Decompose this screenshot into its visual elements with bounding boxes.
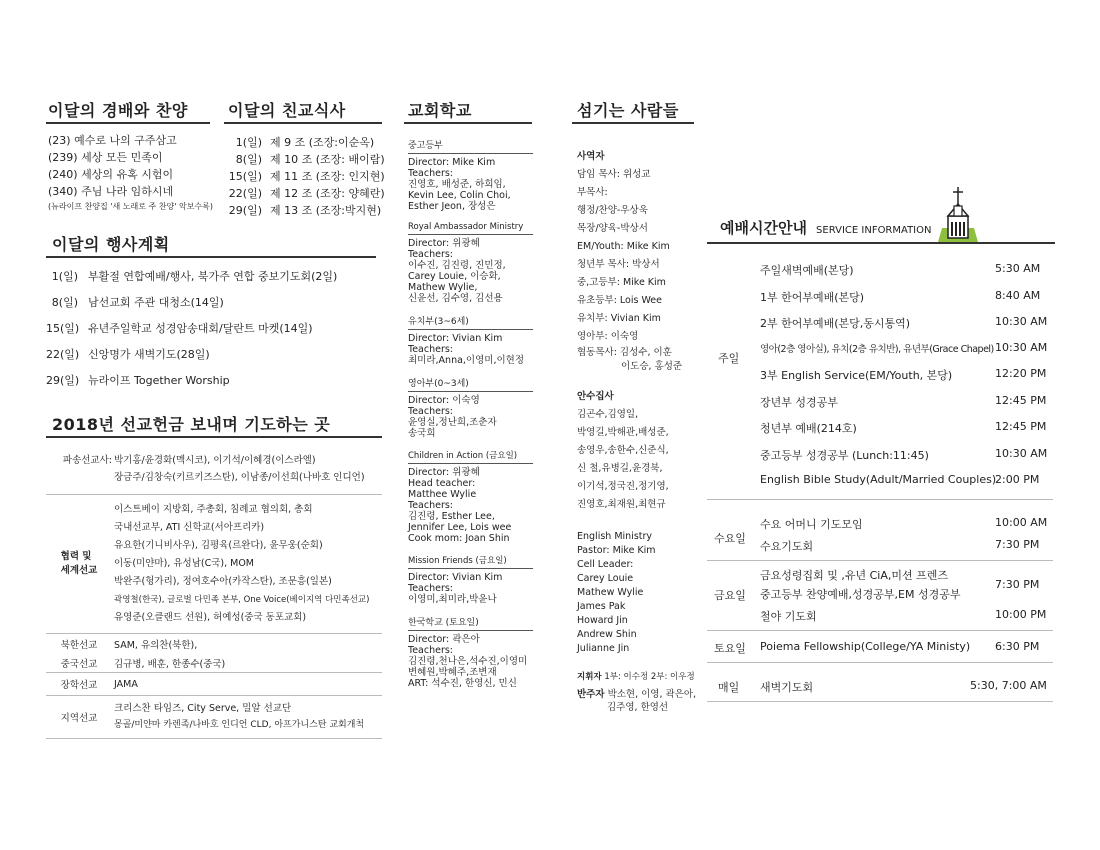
mission-label: 지역선교	[60, 713, 98, 724]
section-line: Teachers:	[408, 645, 453, 656]
em-line: Howard Jin	[577, 615, 628, 626]
mission-line: 박기홍/윤경화(멕시코), 이기석/이혜경(이스라엘)	[114, 455, 316, 466]
divider	[46, 256, 376, 258]
section-head: 유치부(3~6세)	[408, 314, 533, 330]
section-line: Director: 이숙영	[408, 395, 480, 406]
event-text: 남선교회 주관 대청소(14일)	[88, 296, 224, 309]
service-time: 10:00 AM	[995, 516, 1048, 529]
staff-line: 유치부: Vivian Kim	[577, 313, 661, 324]
divider	[707, 662, 1053, 663]
staff-line: 유초등부: Lois Wee	[577, 295, 663, 306]
school-section	[408, 138, 533, 212]
hymn-item: (23) 예수로 나의 구주삼고	[48, 134, 177, 147]
event-text: 뉴라이프 Together Worship	[88, 374, 230, 387]
school-section	[408, 314, 533, 366]
school-section	[408, 449, 533, 544]
service-time: 12:45 PM	[995, 420, 1047, 433]
section-line: Director: 위광혜	[408, 467, 480, 478]
hymns-title: 이달의 경배와 찬양	[48, 101, 188, 120]
service-name: 청년부 예배(214호)	[760, 422, 857, 435]
service-time: 12:45 PM	[995, 394, 1047, 407]
fellowship-group: 제 12 조 (조장: 양혜란)	[270, 187, 385, 200]
day-label: 토요일	[714, 642, 746, 655]
em-line: Pastor: Mike Kim	[577, 545, 656, 556]
event-text: 부활절 연합예배/행사, 북가주 연합 중보기도회(2일)	[88, 270, 338, 283]
deacons-head: 안수집사	[577, 391, 614, 402]
section-line: 윤영실,정난희,조춘자	[408, 417, 497, 428]
mission-line: 장금주/김창숙(키르키즈스탄), 이남종/이선희(나바호 인디언)	[114, 472, 365, 483]
section-head: Children in Action (금요일)	[408, 449, 533, 464]
divider	[46, 738, 382, 739]
staff-line: 이도승, 홍성준	[621, 361, 683, 372]
section-line: Matthee Wylie	[408, 489, 477, 500]
section-line: Carey Louie, 이승화,	[408, 271, 501, 282]
deacon-line: 송영우,송한수,신준식,	[577, 445, 669, 456]
fellowship-title: 이달의 친교식사	[228, 101, 346, 120]
service-title-en: SERVICE INFORMATION	[816, 225, 932, 236]
missions-table	[46, 452, 382, 739]
service-name: 중고등부 성경공부 (Lunch:11:45)	[760, 449, 929, 462]
mission-line: 국내선교부, ATI 신학교(서아프리카)	[114, 522, 265, 533]
deacon-line: 김곤수,김영일,	[577, 409, 639, 420]
fellowship-group: 제 13 조 (조장:박지현)	[270, 204, 382, 217]
divider	[707, 242, 1055, 244]
conductor-value: 1부: 이수정 2부: 이우정	[604, 672, 695, 682]
service-name: 3부 English Service(EM/Youth, 본당)	[760, 369, 953, 382]
section-head: 중고등부	[408, 138, 533, 154]
mission-line: JAMA	[114, 678, 138, 690]
divider	[707, 701, 1053, 702]
section-head: Royal Ambassador Ministry	[408, 222, 533, 235]
service-name: 수요 어머니 기도모임	[760, 518, 863, 531]
section-line: 신윤선, 김수영, 김선용	[408, 293, 503, 304]
service-time: 2:00 PM	[995, 473, 1040, 486]
mission-label: 장학선교	[60, 680, 98, 691]
service-time: 8:40 AM	[995, 289, 1041, 302]
service-name: 철야 기도회	[760, 610, 817, 623]
service-name: 금요성령집회 및 ,유년 CiA,미션 프렌즈	[760, 569, 949, 582]
mission-line: 이스트베이 지방회, 주총회, 침례교 협의회, 총회	[114, 504, 313, 515]
service-time: 10:30 AM	[995, 447, 1048, 460]
staff-line: 행정/찬양-우상욱	[577, 205, 648, 216]
service-time: 10:30 AM	[995, 315, 1048, 328]
service-name: 중고등부 찬양예배,성경공부,EM 성경공부	[760, 588, 961, 601]
section-line: Teachers:	[408, 500, 453, 511]
event-date: 1(일)	[51, 270, 78, 283]
service-title: 예배시간안내	[720, 219, 807, 237]
conductor-label: 지휘자	[577, 672, 602, 682]
section-line: Director: Vivian Kim	[408, 572, 503, 583]
service-time: 10:30 AM	[995, 341, 1048, 354]
divider	[707, 630, 1053, 631]
divider	[572, 122, 694, 124]
staff-line: 중,고등부: Mike Kim	[577, 277, 666, 288]
section-line: 이수진, 김진령, 진민정,	[408, 260, 506, 271]
pianist-value: 박소현, 이영, 곽은아,	[607, 689, 697, 700]
staff-line: 부목사:	[577, 187, 608, 198]
church-icon	[936, 184, 980, 246]
em-line: Cell Leader:	[577, 559, 634, 570]
em-line: Mathew Wylie	[577, 587, 644, 598]
staff-line: 협동목사: 김성수, 이훈	[577, 347, 672, 358]
service-name: 새벽기도회	[760, 681, 814, 694]
event-date: 8(일)	[51, 296, 78, 309]
event-text: 유년주일학교 성경암송대회/달란트 마켓(14일)	[88, 322, 313, 335]
service-title-block	[720, 217, 932, 238]
em-line: Carey Louie	[577, 573, 634, 584]
school-sections	[408, 138, 533, 689]
service-name: 영아(2층 영아실), 유치(2층 유치반), 유년부(Grace Chapel)	[760, 344, 994, 355]
event-date: 29(일)	[46, 374, 80, 387]
events-list	[46, 268, 381, 398]
fellowship-group: 제 9 조 (조장:이순옥)	[270, 136, 375, 149]
section-line: Teachers:	[408, 583, 453, 594]
mission-line: 곽영철(한국), 글로벌 다민족 본부, One Voice(베이지역 다민족선교)	[114, 595, 370, 605]
mission-line: 크리스찬 타임즈, City Serve, 밀알 선교단	[114, 703, 292, 714]
section-line: Kevin Lee, Colin Choi,	[408, 190, 511, 201]
fellowship-list	[220, 134, 385, 219]
staff-line: 목장/양육-박상서	[577, 223, 648, 234]
service-time: 5:30 AM	[995, 262, 1041, 275]
deacon-line: 진영호,최재원,최현규	[577, 499, 666, 510]
staff-line: 담임 목사: 위성교	[577, 169, 651, 180]
section-line: Jennifer Lee, Lois wee	[408, 522, 512, 533]
divider	[707, 499, 1053, 500]
section-line: ART: 석수진, 한영신, 민신	[408, 678, 517, 689]
hymns-list	[48, 132, 213, 214]
service-name: 장년부 성경공부	[760, 396, 838, 409]
hymn-item: (340) 주님 나라 임하시네	[48, 185, 174, 198]
section-line: 김진령, Esther Lee,	[408, 511, 495, 522]
divider	[46, 436, 382, 438]
section-line: Esther Jeon, 장성은	[408, 201, 496, 212]
pianist-label: 반주자	[577, 689, 605, 700]
day-label: 금요일	[714, 589, 746, 602]
fellowship-date: 1(일)	[235, 136, 262, 149]
servants-title: 섬기는 사람들	[577, 101, 679, 120]
section-line: Head teacher:	[408, 478, 476, 489]
school-title: 교회학교	[408, 101, 472, 120]
section-line: Teachers:	[408, 249, 453, 260]
section-head: 영아부(0~3세)	[408, 376, 533, 392]
em-line: James Pak	[577, 601, 626, 612]
fellowship-group: 제 11 조 (조장: 인지현)	[270, 170, 385, 183]
section-line: Teachers:	[408, 344, 453, 355]
section-head: Mission Friends (금요일)	[408, 554, 533, 569]
deacon-line: 박영길,박해관,배성준,	[577, 427, 669, 438]
mission-line: 김규병, 배훈, 한종수(중국)	[114, 658, 226, 670]
day-label: 주일	[718, 352, 740, 365]
service-name: Poiema Fellowship(College/YA Ministy)	[760, 640, 971, 653]
service-time: 6:30 PM	[995, 640, 1040, 653]
mission-label: 중국선교	[60, 658, 98, 670]
section-line: Cook mom: Joan Shin	[408, 533, 510, 544]
service-name: 1부 한어부예배(본당)	[760, 291, 865, 304]
mission-line: SAM, 유의찬(북한),	[114, 639, 198, 651]
day-label: 매일	[718, 681, 740, 694]
mission-line: 유요한(기니비사우), 김평육(르완다), 윤무웅(순회)	[114, 540, 323, 551]
service-time: 12:20 PM	[995, 367, 1047, 380]
em-line: Julianne Jin	[577, 643, 630, 654]
events-title: 이달의 행사계획	[52, 235, 170, 254]
fellowship-date: 29(일)	[228, 204, 262, 217]
service-time: 10:00 PM	[995, 608, 1047, 621]
fellowship-date: 22(일)	[228, 187, 262, 200]
mission-line: 유영준(오클랜드 선원), 허예성(중국 동포교회)	[114, 612, 307, 623]
section-line: 송국희	[408, 428, 436, 439]
divider	[404, 122, 532, 124]
staff-head: 사역자	[577, 151, 605, 162]
service-name: 2부 한어부예배(본당,동시통역)	[760, 317, 911, 330]
deacon-line: 이기석,정국진,정기영,	[577, 481, 669, 492]
section-head: 한국학교 (토요일)	[408, 615, 533, 631]
hymns-note: (뉴라이프 찬양집 '새 노래로 주 찬양' 악보수록)	[48, 202, 214, 211]
section-line: Teachers:	[408, 168, 453, 179]
divider	[46, 122, 210, 124]
fellowship-group: 제 10 조 (조장: 배이람)	[270, 153, 385, 166]
event-date: 15(일)	[46, 322, 80, 335]
mission-label: 북한선교	[60, 639, 98, 651]
service-name: English Bible Study(Adult/Married Couples)	[760, 473, 997, 486]
em-line: English Ministry	[577, 531, 653, 542]
school-section	[408, 376, 533, 439]
divider	[707, 560, 1053, 561]
section-line: 진영호, 배성준, 하희임,	[408, 179, 506, 190]
section-line: 김진령,천나은,석수진,이영미	[408, 656, 528, 667]
staff-line: 영아부: 이숙영	[577, 331, 639, 342]
section-line: Director: 곽은아	[408, 634, 480, 645]
mission-line: 박완주(헝가리), 정여호수아(카작스탄), 조문흥(일본)	[114, 576, 332, 587]
section-line: Director: Mike Kim	[408, 157, 496, 168]
service-time: 7:30 PM	[995, 538, 1040, 551]
section-line: Teachers:	[408, 406, 453, 417]
school-section	[408, 222, 533, 304]
em-line: Andrew Shin	[577, 629, 637, 640]
fellowship-date: 15(일)	[228, 170, 262, 183]
event-date: 22(일)	[46, 348, 80, 361]
staff-line: 청년부 목사: 박상서	[577, 259, 660, 270]
service-time: 5:30, 7:00 AM	[970, 679, 1047, 692]
service-name: 주일새벽예배(본당)	[760, 264, 854, 277]
school-section	[408, 554, 533, 605]
conductor-line	[577, 670, 702, 684]
service-time: 7:30 PM	[995, 578, 1040, 591]
service-name: 수요기도회	[760, 540, 814, 553]
mission-label: 협력 및 세계선교	[60, 551, 98, 576]
section-line: Director: Vivian Kim	[408, 333, 503, 344]
hymn-item: (240) 세상의 유혹 시험이	[48, 168, 174, 181]
section-line: 최미라,Anna,이영미,이현정	[408, 355, 525, 366]
pianist-line	[577, 688, 702, 701]
section-line: 이영미,최미라,박윤나	[408, 594, 497, 605]
day-label: 수요일	[714, 532, 746, 545]
divider	[224, 122, 382, 124]
section-line: Director: 위광혜	[408, 238, 480, 249]
mission-label: 파송선교사:	[62, 455, 112, 466]
staff-line: EM/Youth: Mike Kim	[577, 241, 670, 252]
section-line: Mathew Wylie,	[408, 282, 478, 293]
pianist-value: 김주영, 한영선	[607, 702, 669, 713]
servants-list	[577, 148, 702, 714]
school-section	[408, 615, 533, 689]
missions-title: 2018년 선교헌금 보내며 기도하는 곳	[52, 415, 331, 434]
deacon-line: 신 철,유병길,윤경북,	[577, 463, 663, 474]
event-text: 신앙명가 새벽기도(28일)	[88, 348, 210, 361]
mission-line: 이동(미얀마), 유성남(C국), MOM	[114, 558, 255, 569]
section-line: 변혜원,박혜주,조변재	[408, 667, 497, 678]
hymn-item: (239) 세상 모든 민족이	[48, 151, 163, 164]
fellowship-date: 8(일)	[235, 153, 262, 166]
mission-line: 몽골/미얀마 카렌족/나바호 인디언 CLD, 아프가니스탄 교회개척	[114, 720, 365, 730]
